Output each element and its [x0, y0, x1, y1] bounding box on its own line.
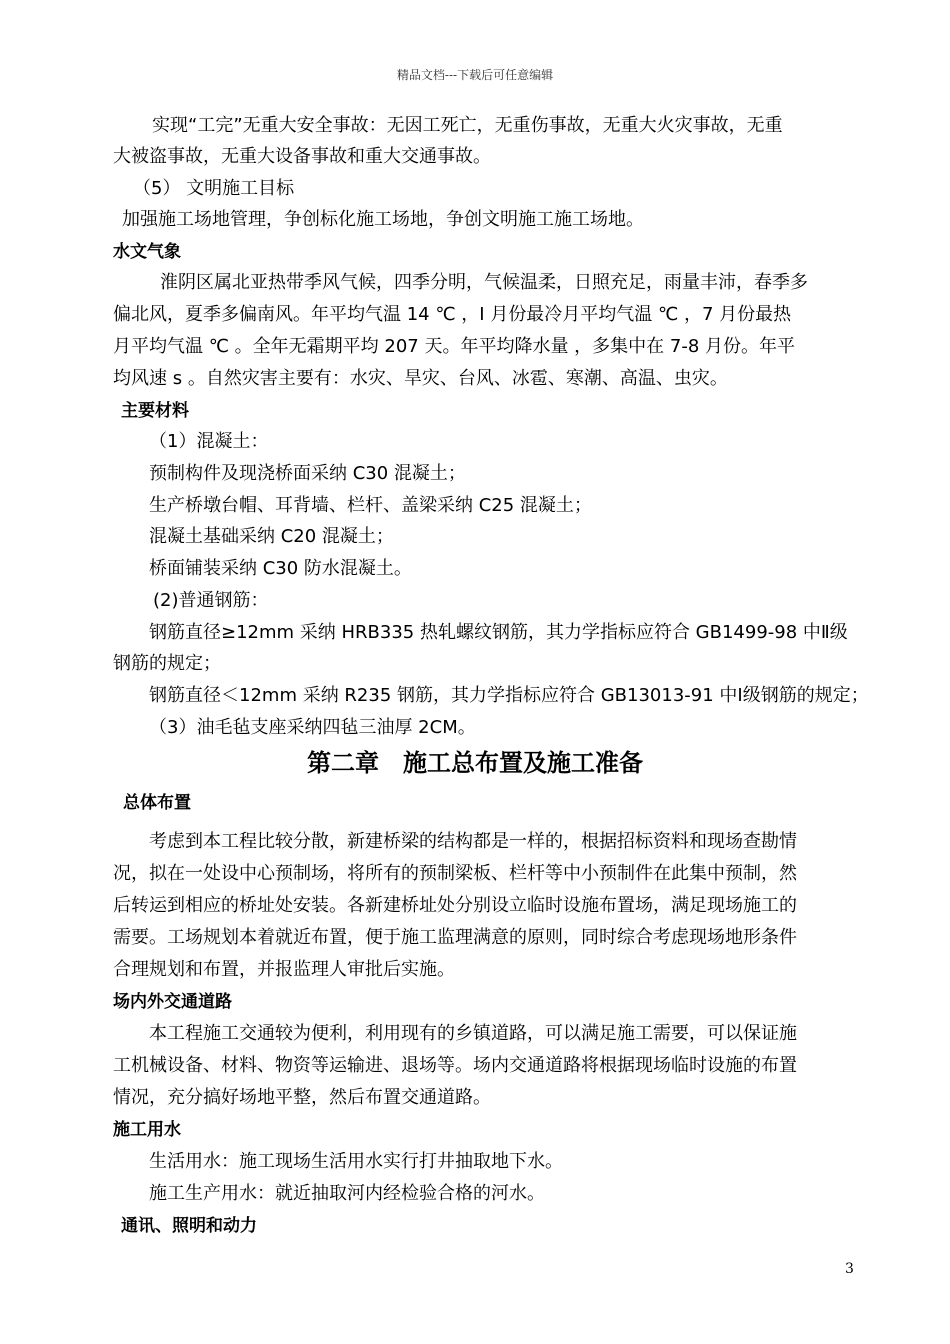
body-line: 后转运到相应的桥址处安装。各新建桥址处分别设立临时设施布置场，满足现场施工的 — [113, 895, 797, 916]
body-line: 淮阴区属北亚热带季风气候，四季分明，气候温柔，日照充足，雨量丰沛，春季多 — [160, 272, 808, 293]
section-heading: 施工用水 — [113, 1120, 181, 1140]
body-line: 况，拟在一处设中心预制场，将所有的预制梁板、栏杆等中小预制件在此集中预制，然 — [113, 863, 797, 884]
body-line: 桥面铺装采纳 C30 防水混凝土。 — [149, 558, 412, 579]
body-line: 合理规划和布置，并报监理人审批后实施。 — [113, 959, 455, 980]
body-line: （3）油毛毡支座采纳四毡三油厚 2CM。 — [149, 717, 476, 738]
body-line: 混凝土基础采纳 C20 混凝土； — [149, 526, 394, 547]
body-line: (2)普通钢筋： — [153, 590, 269, 611]
body-line: 均风速 s 。自然灾害主要有：水灾、旱灾、台风、冰雹、寒潮、高温、虫灾。 — [113, 368, 728, 389]
body-line: 加强施工场地管理，争创标化施工场地，争创文明施工施工场地。 — [122, 209, 644, 230]
body-line: 钢筋的规定； — [113, 653, 221, 674]
body-line: 需要。工场规划本着就近布置，便于施工监理满意的原则，同时综合考虑现场地形条件 — [113, 927, 797, 948]
section-heading: 主要材料 — [121, 401, 189, 421]
body-line: 钢筋直径≥12mm 采纳 HRB335 热轧螺纹钢筋，其力学指标应符合 GB1499-98 中Ⅱ级 — [149, 622, 848, 643]
body-line: 情况，充分搞好场地平整，然后布置交通道路。 — [113, 1087, 491, 1108]
body-line: 生产桥墩台帽、耳背墙、栏杆、盖梁采纳 C25 混凝土； — [149, 495, 592, 516]
body-line: 施工生产用水：就近抽取河内经检验合格的河水。 — [149, 1183, 545, 1204]
body-line: 工机械设备、材料、物资等运输进、退场等。场内交通道路将根据现场临时设施的布置 — [113, 1055, 797, 1076]
body-line: 考虑到本工程比较分散，新建桥梁的结构都是一样的，根据招标资料和现场查勘情 — [149, 831, 797, 852]
body-line: （1）混凝土： — [149, 431, 269, 452]
body-line: 生活用水：施工现场生活用水实行打井抽取地下水。 — [149, 1151, 563, 1172]
body-line: 月平均气温 ℃ 。全年无霜期平均 207 天。年平均降水量 ，多集中在 7-8 月份。年平 — [113, 336, 796, 357]
body-line: 大被盗事故，无重大设备事故和重大交通事故。 — [113, 146, 491, 167]
body-line: 偏北风，夏季多偏南风。年平均气温 14 ℃ ，Ⅰ 月份最冷月平均气温 ℃ ，7 月份最热 — [113, 304, 792, 325]
section-heading: 总体布置 — [123, 793, 191, 813]
body-line: 钢筋直径＜12mm 采纳 R235 钢筋，其力学指标应符合 GB13013-91 中Ⅰ级钢筋的规定； — [149, 685, 869, 706]
section-heading: 通讯、照明和动力 — [121, 1216, 257, 1236]
body-line: 预制构件及现浇桥面采纳 C30 混凝土； — [149, 463, 466, 484]
body-line: 实现“工完”无重大安全事故：无因工死亡，无重伤事故，无重大火灾事故，无重 — [152, 115, 783, 136]
body-line: （5） 文明施工目标 — [133, 178, 295, 199]
body-line: 本工程施工交通较为便利，利用现有的乡镇道路，可以满足施工需要，可以保证施 — [149, 1023, 797, 1044]
page-number: 3 — [845, 1261, 854, 1277]
page-header: 精品文档---下载后可任意编辑 — [396, 68, 554, 82]
section-heading: 水文气象 — [113, 242, 181, 262]
section-heading: 场内外交通道路 — [113, 992, 232, 1012]
chapter-title: 第二章 施工总布置及施工准备 — [307, 749, 643, 777]
